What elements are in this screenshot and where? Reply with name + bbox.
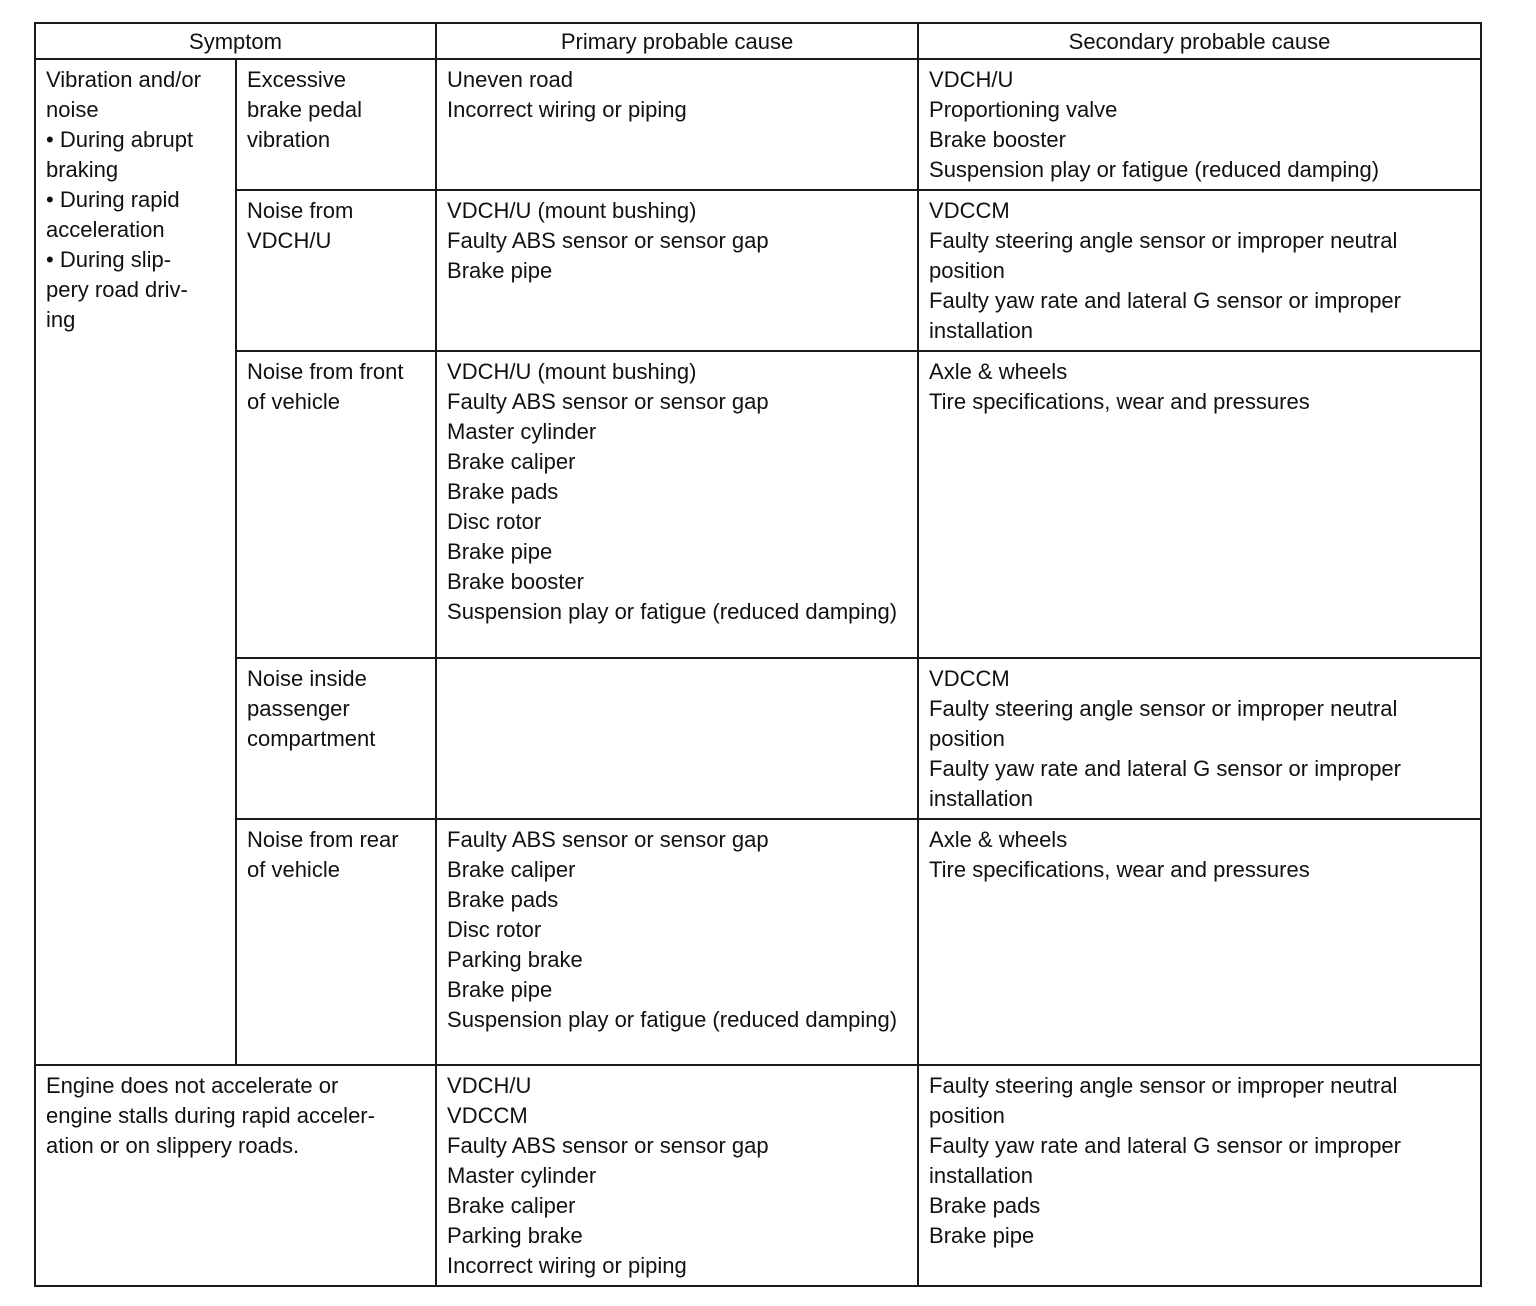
primary-cause-cell xyxy=(436,819,918,1065)
header-row xyxy=(35,23,1481,59)
cause-item: Brake pads xyxy=(447,887,559,912)
symptom-cell xyxy=(236,819,436,1065)
cause-item: Proportioning valve xyxy=(929,97,1118,122)
cause-item: Brake pipe xyxy=(447,539,553,564)
cause-item: Faulty ABS sensor or sensor gap xyxy=(447,228,769,253)
symptom-cell xyxy=(236,658,436,819)
symptom-line: Noise from front xyxy=(247,359,404,384)
cause-item: Faulty yaw rate and lateral G sensor or improper installation xyxy=(929,1133,1401,1188)
cause-item: Faulty steering angle sensor or improper neutral position xyxy=(929,696,1398,751)
table-row xyxy=(35,1065,1481,1286)
cause-item: Axle & wheels xyxy=(929,827,1068,852)
symptom-cell xyxy=(236,351,436,658)
cause-item: VDCCM xyxy=(447,1103,528,1128)
secondary-cause-cell xyxy=(918,351,1481,658)
header-primary-cause: Primary probable cause xyxy=(436,23,918,59)
primary-cause-cell xyxy=(436,59,918,190)
symptom-group-line: noise xyxy=(46,97,99,122)
cause-item: Disc rotor xyxy=(447,917,542,942)
symptom-line: vibration xyxy=(247,127,331,152)
cause-item: VDCH/U (mount bushing) xyxy=(447,359,697,384)
cause-item: Brake pipe xyxy=(929,1223,1035,1248)
secondary-cause-cell xyxy=(918,658,1481,819)
cause-item: Master cylinder xyxy=(447,419,597,444)
symptom-group-line: ing xyxy=(46,307,76,332)
table-row xyxy=(35,819,1481,1065)
header-symptom: Symptom xyxy=(35,23,436,59)
primary-cause-cell xyxy=(436,351,918,658)
symptom-engine-stall xyxy=(35,1065,436,1286)
symptom-line: compartment xyxy=(247,726,376,751)
cause-item: Brake caliper xyxy=(447,449,576,474)
table-row xyxy=(35,59,1481,190)
symptom-line: VDCH/U xyxy=(247,228,332,253)
symptom-line: Noise inside xyxy=(247,666,367,691)
cause-item: Parking brake xyxy=(447,1223,583,1248)
cause-item: Uneven road xyxy=(447,67,573,92)
symptom-group-line: • During abrupt xyxy=(46,127,194,152)
symptom-line: Engine does not accelerate or xyxy=(46,1073,339,1098)
cause-item: Faulty yaw rate and lateral G sensor or improper installation xyxy=(929,288,1401,343)
symptom-line: of vehicle xyxy=(247,389,340,414)
secondary-cause-cell xyxy=(918,190,1481,351)
secondary-cause-cell xyxy=(918,819,1481,1065)
primary-cause-cell xyxy=(436,1065,918,1286)
diagnosis-table xyxy=(34,22,1482,1287)
header-secondary-cause: Secondary probable cause xyxy=(918,23,1481,59)
cause-item: Faulty steering angle sensor or improper neutral position xyxy=(929,228,1398,283)
symptom-group-vibration-noise xyxy=(35,59,236,1065)
cause-item: Brake pads xyxy=(447,479,559,504)
symptom-line: passenger xyxy=(247,696,350,721)
symptom-line: of vehicle xyxy=(247,857,340,882)
cause-item: Tire specifications, wear and pressures xyxy=(929,857,1310,882)
secondary-cause-cell xyxy=(918,59,1481,190)
cause-item: Master cylinder xyxy=(447,1163,597,1188)
cause-item: Faulty steering angle sensor or improper neutral position xyxy=(929,1073,1398,1128)
cause-item: Faulty ABS sensor or sensor gap xyxy=(447,1133,769,1158)
symptom-group-line: acceleration xyxy=(46,217,165,242)
symptom-group-line: pery road driv- xyxy=(46,277,188,302)
cause-item: Faulty ABS sensor or sensor gap xyxy=(447,389,769,414)
cause-item: Suspension play or fatigue (reduced damping) xyxy=(447,1007,898,1032)
symptom-line: engine stalls during rapid acceler- xyxy=(46,1103,375,1128)
cause-item: VDCCM xyxy=(929,198,1010,223)
cause-item: VDCH/U (mount bushing) xyxy=(447,198,697,223)
cause-item: Disc rotor xyxy=(447,509,542,534)
symptom-group-line: Vibration and/or xyxy=(46,67,201,92)
symptom-line: Noise from xyxy=(247,198,354,223)
cause-item: Brake booster xyxy=(447,569,584,594)
symptom-line: ation or on slippery roads. xyxy=(46,1133,300,1158)
symptom-cell xyxy=(236,190,436,351)
cause-item: Faulty ABS sensor or sensor gap xyxy=(447,827,769,852)
symptom-line: Excessive xyxy=(247,67,347,92)
cause-item: Parking brake xyxy=(447,947,583,972)
primary-cause-cell xyxy=(436,658,918,819)
cause-item: Brake pads xyxy=(929,1193,1041,1218)
symptom-cell xyxy=(236,59,436,190)
cause-item: Incorrect wiring or piping xyxy=(447,1253,687,1278)
cause-item: Tire specifications, wear and pressures xyxy=(929,389,1310,414)
cause-item: Axle & wheels xyxy=(929,359,1068,384)
primary-cause-cell xyxy=(436,190,918,351)
cause-item: VDCCM xyxy=(929,666,1010,691)
symptom-group-line: braking xyxy=(46,157,119,182)
table-row xyxy=(35,658,1481,819)
cause-item: Incorrect wiring or piping xyxy=(447,97,687,122)
symptom-group-line: • During slip- xyxy=(46,247,172,272)
cause-item: Brake caliper xyxy=(447,857,576,882)
symptom-line: Noise from rear xyxy=(247,827,399,852)
cause-item: Brake caliper xyxy=(447,1193,576,1218)
cause-item: VDCH/U xyxy=(929,67,1014,92)
table-row xyxy=(35,190,1481,351)
cause-item: Suspension play or fatigue (reduced damping) xyxy=(929,157,1380,182)
cause-item: Brake pipe xyxy=(447,258,553,283)
symptom-line: brake pedal xyxy=(247,97,362,122)
cause-item: Faulty yaw rate and lateral G sensor or improper installation xyxy=(929,756,1401,811)
table-row xyxy=(35,351,1481,658)
secondary-cause-cell xyxy=(918,1065,1481,1286)
cause-item: Suspension play or fatigue (reduced damping) xyxy=(447,599,898,624)
cause-item: Brake booster xyxy=(929,127,1066,152)
symptom-group-line: • During rapid xyxy=(46,187,180,212)
cause-item: VDCH/U xyxy=(447,1073,532,1098)
cause-item: Brake pipe xyxy=(447,977,553,1002)
